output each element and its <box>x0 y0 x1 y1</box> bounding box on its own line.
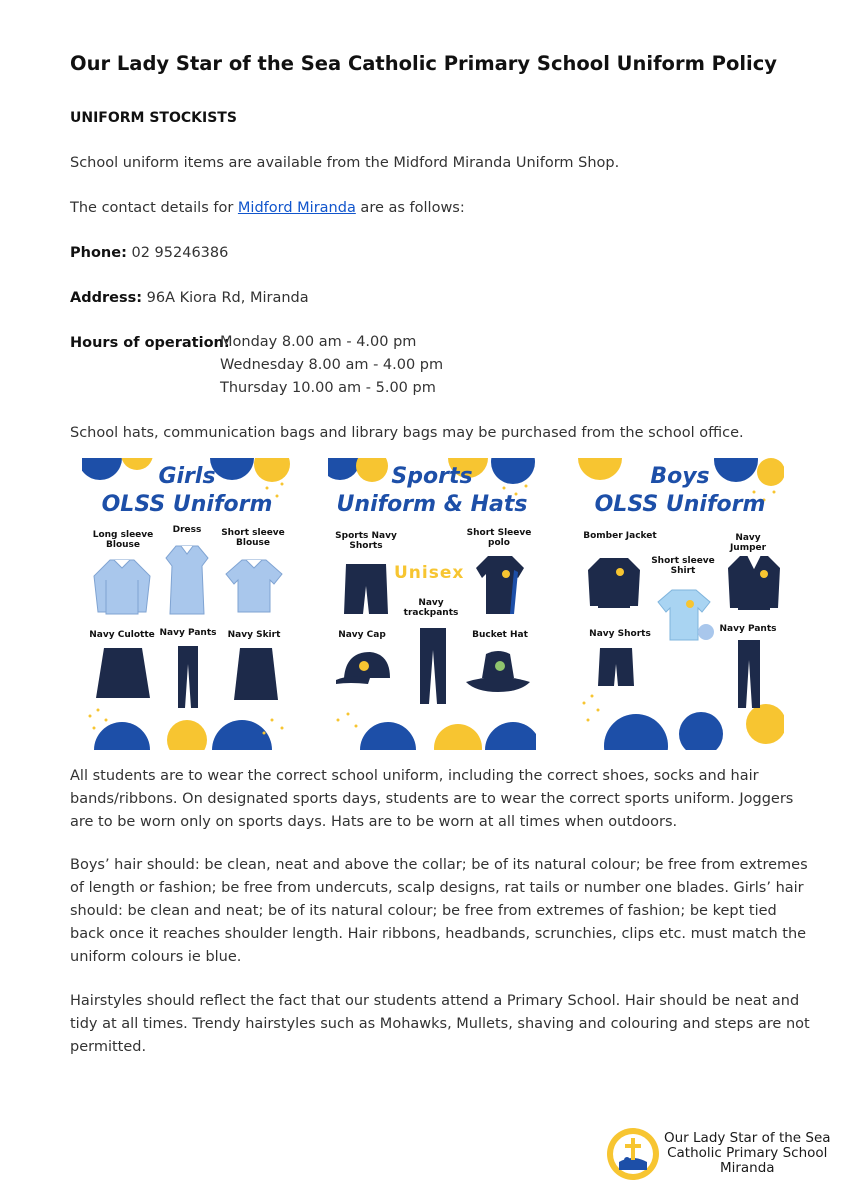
item-label: Navy Pants <box>719 624 777 634</box>
item-label: Navy trackpants <box>403 598 459 618</box>
hours-thursday: Thursday 10.00 am - 5.00 pm <box>220 380 436 396</box>
item-label: Short sleeve Blouse <box>221 528 285 548</box>
shirt-button-image <box>696 622 716 642</box>
boys-title-line2: OLSS Uniform <box>594 492 766 517</box>
navy-shorts-image <box>596 646 636 688</box>
item-label: Navy Culotte <box>89 630 155 640</box>
hours-wednesday: Wednesday 8.00 am - 4.00 pm <box>220 357 444 373</box>
navy-jumper-image <box>726 552 782 612</box>
phone-line <box>70 242 228 265</box>
item-label: Dress <box>172 525 202 535</box>
school-crest-logo <box>605 1126 661 1182</box>
item-label: Long sleeve Blouse <box>92 530 154 550</box>
phone-label: Phone: <box>70 245 127 261</box>
item-label: Sports Navy Shorts <box>335 531 397 551</box>
item-label: Navy Pants <box>159 628 217 638</box>
navy-skirt-image <box>232 646 280 702</box>
logo-line2: Catholic Primary School <box>667 1145 828 1161</box>
item-label: Bomber Jacket <box>583 531 657 541</box>
hours-label-line <box>70 332 230 355</box>
address-label: Address: <box>70 290 143 306</box>
boys-uniform-panel <box>576 458 784 750</box>
item-label: Navy Jumper <box>729 533 767 553</box>
item-label: Navy Cap <box>338 630 386 640</box>
short-sleeve-blouse-image <box>224 556 284 614</box>
dress-image <box>162 544 212 616</box>
girls-title-line1: Girls <box>158 464 216 489</box>
sports-uniform-panel <box>328 458 536 750</box>
contact-prefix: The contact details for <box>70 200 238 216</box>
uniform-paragraph: All students are to wear the correct school uniform, including the correct shoes, socks and hair bands/ribbons. On designated sports days, students are to wear the correct sports uniform. Joggers are to be worn only on sports days. Hats are to be worn at all times when outdoors. <box>70 768 794 830</box>
school-logo-text <box>664 1131 831 1176</box>
boys-title-line1: Boys <box>650 464 710 489</box>
logo-line1: Our Lady Star of the Sea <box>664 1130 831 1146</box>
phone-value: 02 95246386 <box>131 245 229 261</box>
bomber-jacket-image <box>586 554 642 610</box>
sports-title-line1: Sports <box>391 464 473 489</box>
navy-culotte-image <box>94 646 152 700</box>
hours-label: Hours of operation: <box>70 335 230 351</box>
long-sleeve-blouse-image <box>92 556 152 616</box>
section-heading: UNIFORM STOCKISTS <box>70 110 237 126</box>
hours-monday: Monday 8.00 am - 4.00 pm <box>220 334 417 350</box>
page-title: Our Lady Star of the Sea Catholic Primary School Uniform Policy <box>70 52 777 75</box>
logo-line3: Miranda <box>719 1160 775 1176</box>
office-note: School hats, communication bags and library bags may be purchased from the school office. <box>70 425 744 441</box>
hair-paragraph: Boys’ hair should: be clean, neat and above the collar; be of its natural colour; be free from extremes of length or fashion; be free from undercuts, scalp designs, rat tails or number one blades. Girls’ hair should: be clean and neat; be of its natural colour; be free from extremes of fashion; be kept tied back once it reaches shoulder length. Hair ribbons, headbands, scrunchies, clips etc. must match the uniform colours ie blue. <box>70 857 808 965</box>
midford-miranda-link[interactable]: Midford Miranda <box>237 200 356 216</box>
intro-text: School uniform items are available from the Midford Miranda Uniform Shop. <box>70 155 620 171</box>
address-line <box>70 287 309 310</box>
unisex-label: Unisex <box>394 563 465 583</box>
address-value: 96A Kiora Rd, Miranda <box>146 290 309 306</box>
bucket-hat-image <box>464 648 532 694</box>
navy-trackpants-image <box>416 626 450 706</box>
short-sleeve-polo-image <box>474 554 526 616</box>
item-label: Bucket Hat <box>472 630 528 640</box>
contact-line <box>70 197 465 220</box>
navy-pants-image <box>174 644 202 710</box>
item-label: Short sleeve Shirt <box>651 556 715 576</box>
sports-navy-shorts-image <box>342 562 390 618</box>
contact-suffix: are as follows: <box>355 200 465 216</box>
hairstyles-paragraph: Hairstyles should reflect the fact that our students attend a Primary School. Hair should be neat and tidy at all times. Trendy hairstyles such as Mohawks, Mullets, shaving and colouring and steps are not permitted. <box>70 993 810 1055</box>
boys-navy-pants-image <box>734 638 764 710</box>
item-label: Short Sleeve polo <box>466 528 532 548</box>
item-label: Navy Shorts <box>589 629 651 639</box>
sports-title-line2: Uniform & Hats <box>336 492 528 517</box>
item-label: Navy Skirt <box>227 630 281 640</box>
girls-title-line2: OLSS Uniform <box>101 492 273 517</box>
navy-cap-image <box>334 648 396 688</box>
girls-uniform-panel <box>82 458 292 750</box>
